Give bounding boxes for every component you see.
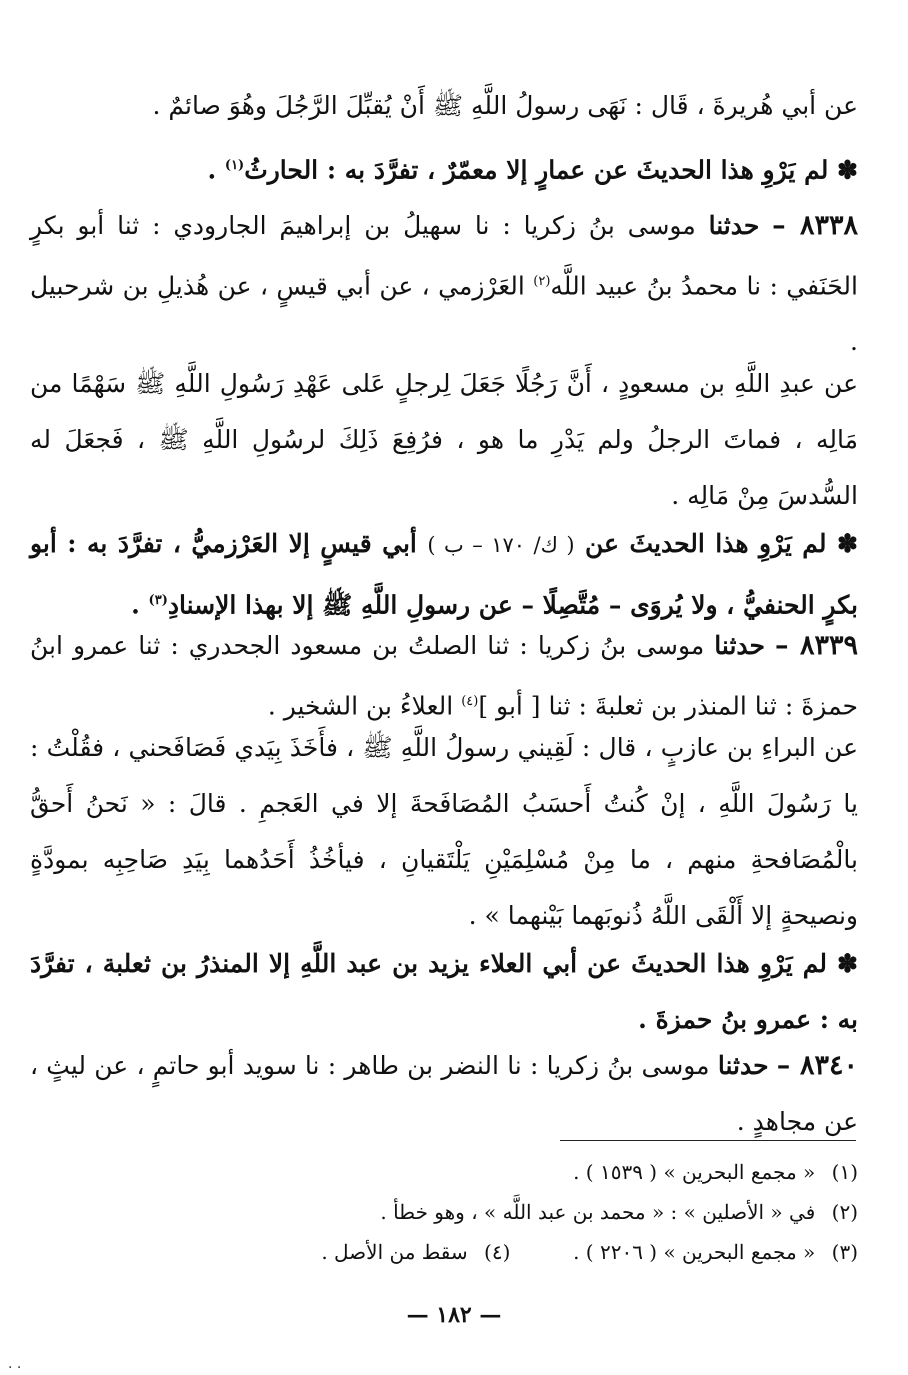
commentary-text: ✽ لم يَرْوِ هذا الحديثَ عن عمارٍ إلا معمّرٌ ، تفرَّدَ به : الحارثُ <box>244 155 858 185</box>
commentary-3 <box>30 936 858 1048</box>
footnote-text: « مجمع البحرين » ( ١٥٣٩ ) . <box>573 1160 816 1184</box>
hadith-number: ٨٣٣٨ – <box>772 210 858 241</box>
footnote-number: (٣) <box>831 1240 858 1264</box>
footnote-ref-4[interactable]: (٤) <box>461 694 479 709</box>
footnote-ref-3[interactable]: (٣) <box>148 593 168 608</box>
hadith-chain-8340 <box>30 1038 858 1150</box>
chain-head: حدثنا <box>708 211 760 240</box>
hadith-chain-8338 <box>30 198 858 370</box>
footnote-text: في « الأصلين » : « محمد بن عبد اللَّه » ، وهو خطأ . <box>380 1200 816 1224</box>
footnote-number: (١) <box>831 1160 858 1184</box>
hadith-line: عن أبي هُريرةَ ، قَال : نَهَى رسولُ اللَّهِ ﷺ أَنْ يُقبِّلَ الرَّجُلَ وهُوَ صائمٌ . <box>152 91 858 120</box>
footnote-number: (٢) <box>831 1200 858 1224</box>
chain-head: حدثنا <box>714 631 765 660</box>
hadith-chain-8339 <box>30 618 858 734</box>
hadith-number: ٨٣٤٠ – <box>776 1050 858 1081</box>
chain-text: موسى بنُ زكريا : ثنا الصلتُ بن مسعود الجحدري : ثنا عمرو ابنُ حمزةَ : ثنا المنذر بن ثعلبةَ : ثنا [ أبو ] <box>30 631 858 721</box>
commentary-text: ✽ لم يَرْوِ هذا الحديثَ عن أبي العلاء يزيد بن عبد اللَّهِ إلا المنذرُ بن ثعلبة ، تفرَّدَ به : عمرو بنُ حمزةَ . <box>30 949 858 1034</box>
hadith-line: عن البراءِ بن عازبٍ ، قال : لَقِيني رسولُ اللَّهِ ﷺ ، فأَخَذَ بِيَدي فَصَافَحني ، فقُلْتُ : يا رَسُولَ اللَّهِ ، إنْ كُنتُ أَحسَبُ المُصَافَحةَ إلا في العَجمِ . قالَ : « نَحنُ أَحقُّ بالْمُصَافحةِ منهم ، ما مِنْ مُسْلِمَيْنِ يَلْتَقيانِ ، فيأخُذُ أَحَدُهما بِيَدِ صَاحِبِه بمودَّةٍ ونصيحةٍ إلا أَلْقَى اللَّهُ ذُنوبَهما بَيْنهما » . <box>30 733 858 930</box>
commentary-1: ✽ لم يَرْوِ هذا الحديثَ عن عمارٍ إلا معمّرٌ ، تفرَّدَ به : الحارثُ$^{(١)}$ . <box>207 155 858 185</box>
footnote-3 <box>321 1238 858 1266</box>
hadith-text-1 <box>30 78 858 134</box>
commentary-text: ✽ لم يَرْوِ هذا الحديثَ عن <box>585 529 858 558</box>
hadith-number: ٨٣٣٩ – <box>775 630 858 661</box>
hadith-line: عن عبدِ اللَّهِ بن مسعودٍ ، أَنَّ رَجُلًا جَعَلَ لِرجلٍ عَلى عَهْدِ رَسُولِ اللَّهِ ﷺ سَهْمًا من مَالِه ، فماتَ الرجلُ ولم يَدْرِ ما هو ، فرُفِعَ ذَلِكَ لرسُولِ اللَّهِ ﷺ ، فَجعَلَ له السُّدسَ مِنْ مَالِه . <box>30 369 858 510</box>
hadith-text-8339 <box>30 720 858 944</box>
footnote-1 <box>573 1158 858 1186</box>
chain-text-cont: العلاءُ بن الشخير . <box>267 691 454 721</box>
footnote-number-4: (٤) <box>484 1240 511 1264</box>
footnote-ref-1[interactable]: (١) <box>224 158 245 173</box>
footnote-2 <box>380 1198 858 1226</box>
commentary-text-cont: أبي قيسٍ إلا العَرْزميُّ ، تفرَّدَ به : أبو بكرٍ الحنفيُّ ، ولا يُروَى – مُتَّصِلًا – عن رسولِ اللَّهِ ﷺ إلا بهذا الإسنادِ <box>30 529 858 620</box>
chain-head: حدثنا <box>717 1051 769 1080</box>
footnote-text: « مجمع البحرين » ( ٢٢٠٦ ) . <box>573 1240 816 1264</box>
page-number: — ١٨٢ — <box>406 1302 502 1328</box>
chain-text: موسى بنُ زكريا : نا سهيلُ بن إبراهيمَ الجارودي : ثنا أبو بكرٍ الحَنَفي : نا محمدُ بنُ عبيد اللَّه <box>30 211 858 301</box>
scan-artifact: . . <box>8 1356 22 1372</box>
hadith-text-8338 <box>30 356 858 524</box>
manuscript-ref: ( ك/ ١٧٠ – ب ) <box>427 533 575 557</box>
footnote-separator <box>560 1140 856 1141</box>
chain-text: موسى بنُ زكريا : نا النضر بن طاهر : نا سويد أبو حاتمٍ ، عن ليثٍ ، عن مجاهدٍ . <box>30 1051 858 1136</box>
chain-text-cont: العَرْزمي ، عن أبي قيسٍ ، عن هُذيلِ بن شرحبيل . <box>30 271 858 357</box>
footnote-text-4: سقط من الأصل . <box>321 1240 468 1264</box>
footnote-ref-2[interactable]: (٢) <box>533 274 551 289</box>
commentary-2: ✽ لم يَرْوِ هذا الحديثَ عن ( ك/ ١٧٠ – ب ) أبي قيسٍ إلا العَرْزميُّ ، تفرَّدَ به : أبو بكرٍ الحنفيُّ ، ولا يُروَى – مُتَّصِلًا – عن رسولِ اللَّهِ ﷺ إلا بهذا الإسنادِ$^{(٣)}$ . <box>30 529 858 620</box>
